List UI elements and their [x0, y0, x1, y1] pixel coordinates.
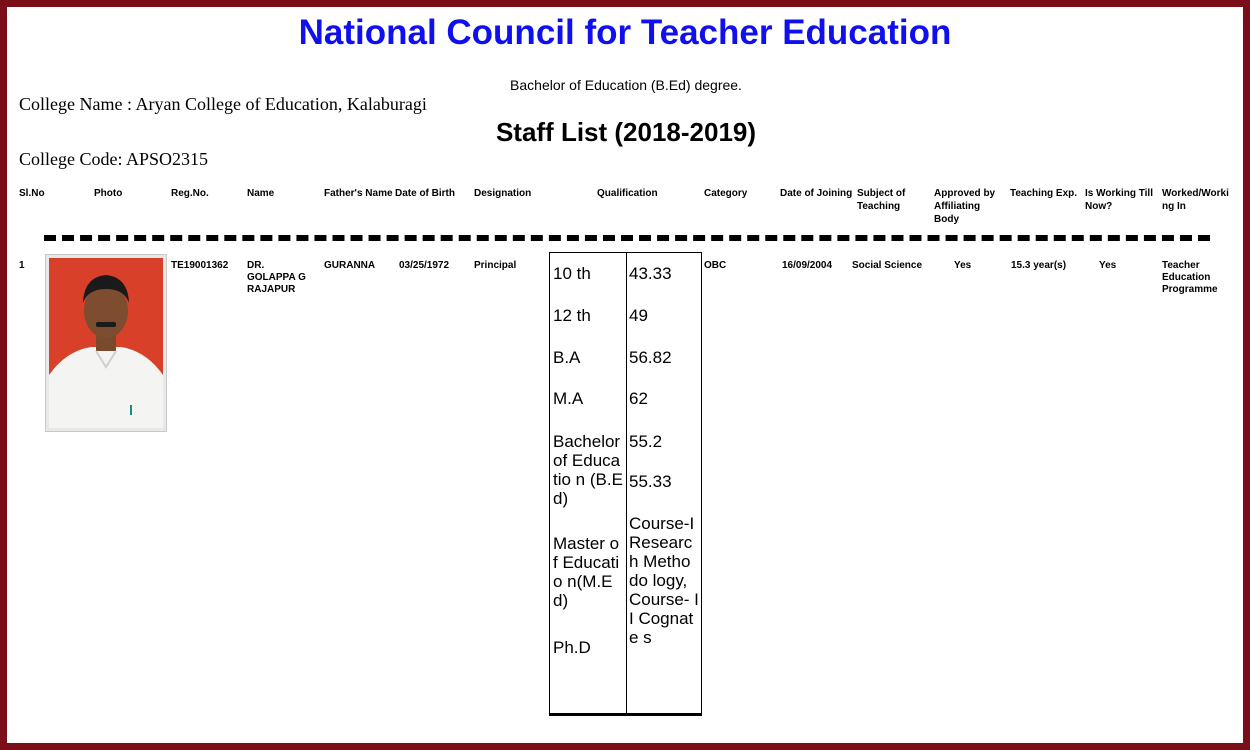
- qualification-value: 49: [629, 306, 648, 325]
- col-header-is-working: Is Working Till Now?: [1085, 188, 1153, 212]
- college-name: College Name : Aryan College of Education, Kalaburagi: [19, 94, 427, 114]
- header-divider: [44, 235, 1210, 241]
- qualification-divider: [626, 252, 627, 716]
- cell-doj: 16/09/2004: [782, 260, 833, 271]
- col-header-fathers-name: Father's Name: [324, 188, 393, 199]
- cell-designation: Principal: [474, 260, 517, 271]
- qualification-degree: Ph.D: [553, 638, 591, 657]
- cell-subject: Social Science: [852, 260, 923, 271]
- cell-is-working: Yes: [1099, 260, 1117, 271]
- degree-label: Bachelor of Education (B.Ed) degree.: [510, 77, 742, 93]
- col-header-approved: Approved by Affiliating Body: [934, 188, 996, 225]
- cell-teaching-exp: 15.3 year(s): [1011, 260, 1067, 271]
- col-header-photo: Photo: [94, 188, 123, 199]
- col-header-worked-in: Worked/Working In: [1162, 188, 1229, 212]
- staff-photo: [45, 254, 167, 432]
- cell-worked-in: Teacher Education Programme: [1162, 260, 1218, 295]
- qualification-value: 43.33: [629, 264, 672, 283]
- col-header-subject: Subject of Teaching: [857, 188, 906, 212]
- qualification-degree: M.A: [553, 389, 584, 408]
- college-code: College Code: APSO2315: [19, 149, 209, 169]
- col-header-qualification: Qualification: [597, 188, 658, 199]
- qualification-degree: B.A: [553, 348, 581, 367]
- qualification-value: 55.33: [629, 472, 672, 491]
- col-header-dob: Date of Birth: [395, 188, 455, 199]
- col-header-doj: Date of Joining: [780, 188, 853, 199]
- col-header-reg-no: Reg.No.: [171, 188, 209, 199]
- qualification-value: Course-I Researc h Methodo logy, Course- II Cognate s: [629, 514, 699, 647]
- cell-name: DR. GOLAPPA G RAJAPUR: [247, 260, 306, 295]
- col-header-name: Name: [247, 188, 275, 199]
- cell-reg-no: TE19001362: [171, 260, 229, 271]
- qualification-degree: Master of Educatio n(M.Ed): [553, 534, 620, 610]
- qualification-value: 56.82: [629, 348, 672, 367]
- cell-fathers-name: GURANNA: [324, 260, 376, 271]
- col-header-category: Category: [704, 188, 748, 199]
- col-header-teaching-exp: Teaching Exp.: [1010, 188, 1078, 199]
- staff-list-title: Staff List (2018-2019): [495, 117, 757, 147]
- col-header-sl-no: Sl.No: [19, 188, 45, 199]
- qualification-value: 62: [629, 389, 648, 408]
- cell-sl-no: 1: [19, 260, 25, 271]
- cell-approved: Yes: [954, 260, 972, 271]
- cell-dob: 03/25/1972: [399, 260, 450, 271]
- page-title: National Council for Teacher Education: [298, 13, 952, 52]
- qualification-degree: 12 th: [553, 306, 591, 325]
- cell-category: OBC: [704, 260, 727, 271]
- person-photo-icon: [46, 255, 166, 431]
- qualification-degree: Bachelor of Educatio n (B.Ed): [553, 432, 623, 508]
- qualification-degree: 10 th: [553, 264, 591, 283]
- qualification-value: 55.2: [629, 432, 663, 451]
- col-header-designation: Designation: [474, 188, 532, 199]
